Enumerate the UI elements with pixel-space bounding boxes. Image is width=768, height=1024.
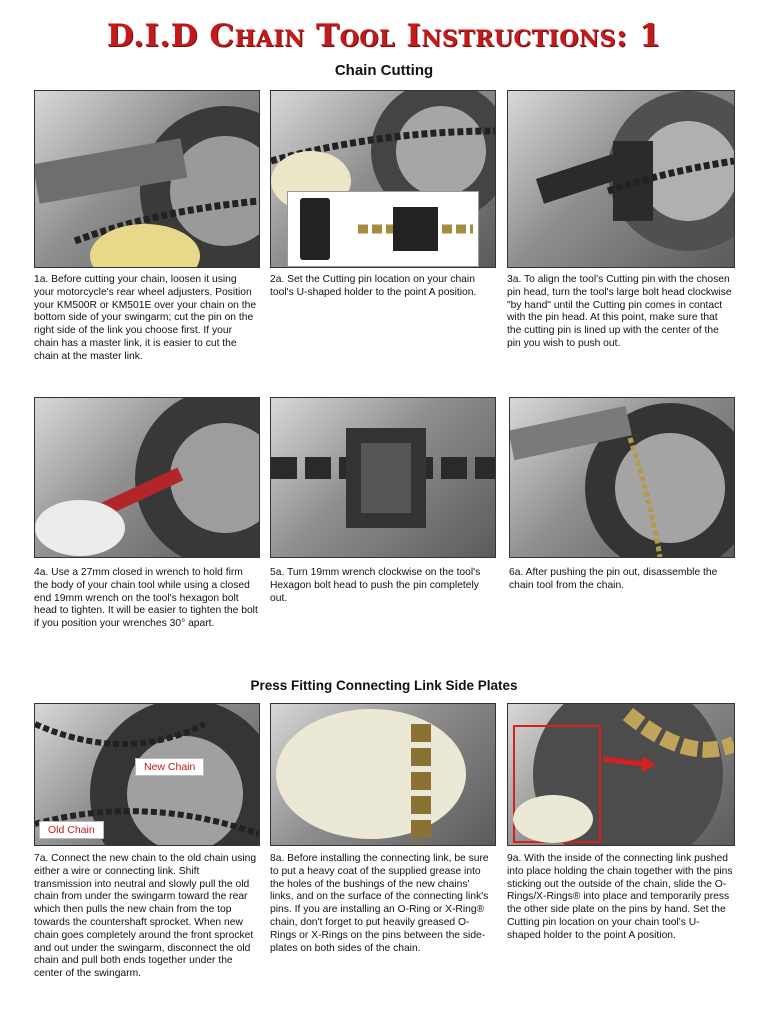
photo-step-2a (270, 90, 496, 268)
photo-step-3a (507, 90, 735, 268)
photo-step-1a (34, 90, 260, 268)
section-title-connecting-link: Press Fitting Connecting Link Side Plates (250, 678, 518, 693)
caption-step-1a: 1a. Before cutting your chain, loosen it using your motorcycle's rear wheel adjusters. Position your KM500R or KM501E over your chain on the bottom side of your swingarm; cut the pin on the right side of the link you choose first. If your chain has a master link, it is easier to cut the chain at the master link. (34, 274, 257, 362)
photo-step-6a (509, 397, 735, 558)
caption-step-5a: 5a. Turn 19mm wrench clockwise on the tool's Hexagon bolt head to push the pin completely out. (270, 567, 481, 604)
label-old-chain: Old Chain (39, 821, 104, 839)
caption-step-4a: 4a. Use a 27mm closed in wrench to hold firm the body of your chain tool while using a closed end 19mm wrench on the tool's hexagon bolt head to tighten. It will be easier to tighten the bolt if you position your wrenches 30° apart. (34, 567, 258, 630)
caption-step-6a: 6a. After pushing the pin out, disassemble the chain tool from the chain. (509, 567, 718, 591)
page-title: D.I.D Chain Tool Instructions: 1 (106, 18, 662, 54)
photo-step-8a (270, 703, 496, 846)
tool-inset-image (287, 191, 479, 267)
section-title-chain-cutting: Chain Cutting (334, 62, 434, 79)
caption-step-7a: 7a. Connect the new chain to the old chain using either a wire or connecting link. Shift transmission into neutral and slowly pull the old chain from under the swingarm toward the rear which then pulls the new chain from the top towards the countershaft sprocket. When new chain goes completely around the front sprocket and out under the swingarm, disconnect the old chain and pull both ends together under the center of the swingarm. (34, 853, 257, 980)
photo-step-7a (34, 703, 260, 846)
caption-step-9a: 9a. With the inside of the connecting link pushed into place holding the chain together with the pins sticking out the outside of the chain, slide the O-Rings/X-Rings® into place and temporarily press the other side plate on the pins by hand. Set the Cutting pin location on your chain tool's U-shaped holder to the point A position. (507, 853, 733, 941)
caption-step-3a: 3a. To align the tool's Cutting pin with the chosen pin head, turn the tool's large bolt head clockwise "by hand" until the Cutting pin comes in contact with the pin head. At this point, make sure that the cutting pin is lined up with the center of the pin you wish to push out. (507, 274, 732, 349)
photo-step-4a (34, 397, 260, 558)
caption-step-2a: 2a. Set the Cutting pin location on your chain tool's U-shaped holder to the point A position. (270, 274, 477, 298)
caption-step-8a: 8a. Before installing the connecting link, be sure to put a heavy coat of the supplied grease into the holes of the bushings of the new chains' links, and on the surface of the connecting link's pins. If you are installing an O-Ring or X-Ring® chain, don't forget to put heavily greased O-Rings or X-Rings on the pins between the side-plates on both sides of the chain. (270, 853, 489, 954)
photo-step-5a (270, 397, 496, 558)
photo-step-9a (507, 703, 735, 846)
label-new-chain: New Chain (135, 758, 204, 776)
